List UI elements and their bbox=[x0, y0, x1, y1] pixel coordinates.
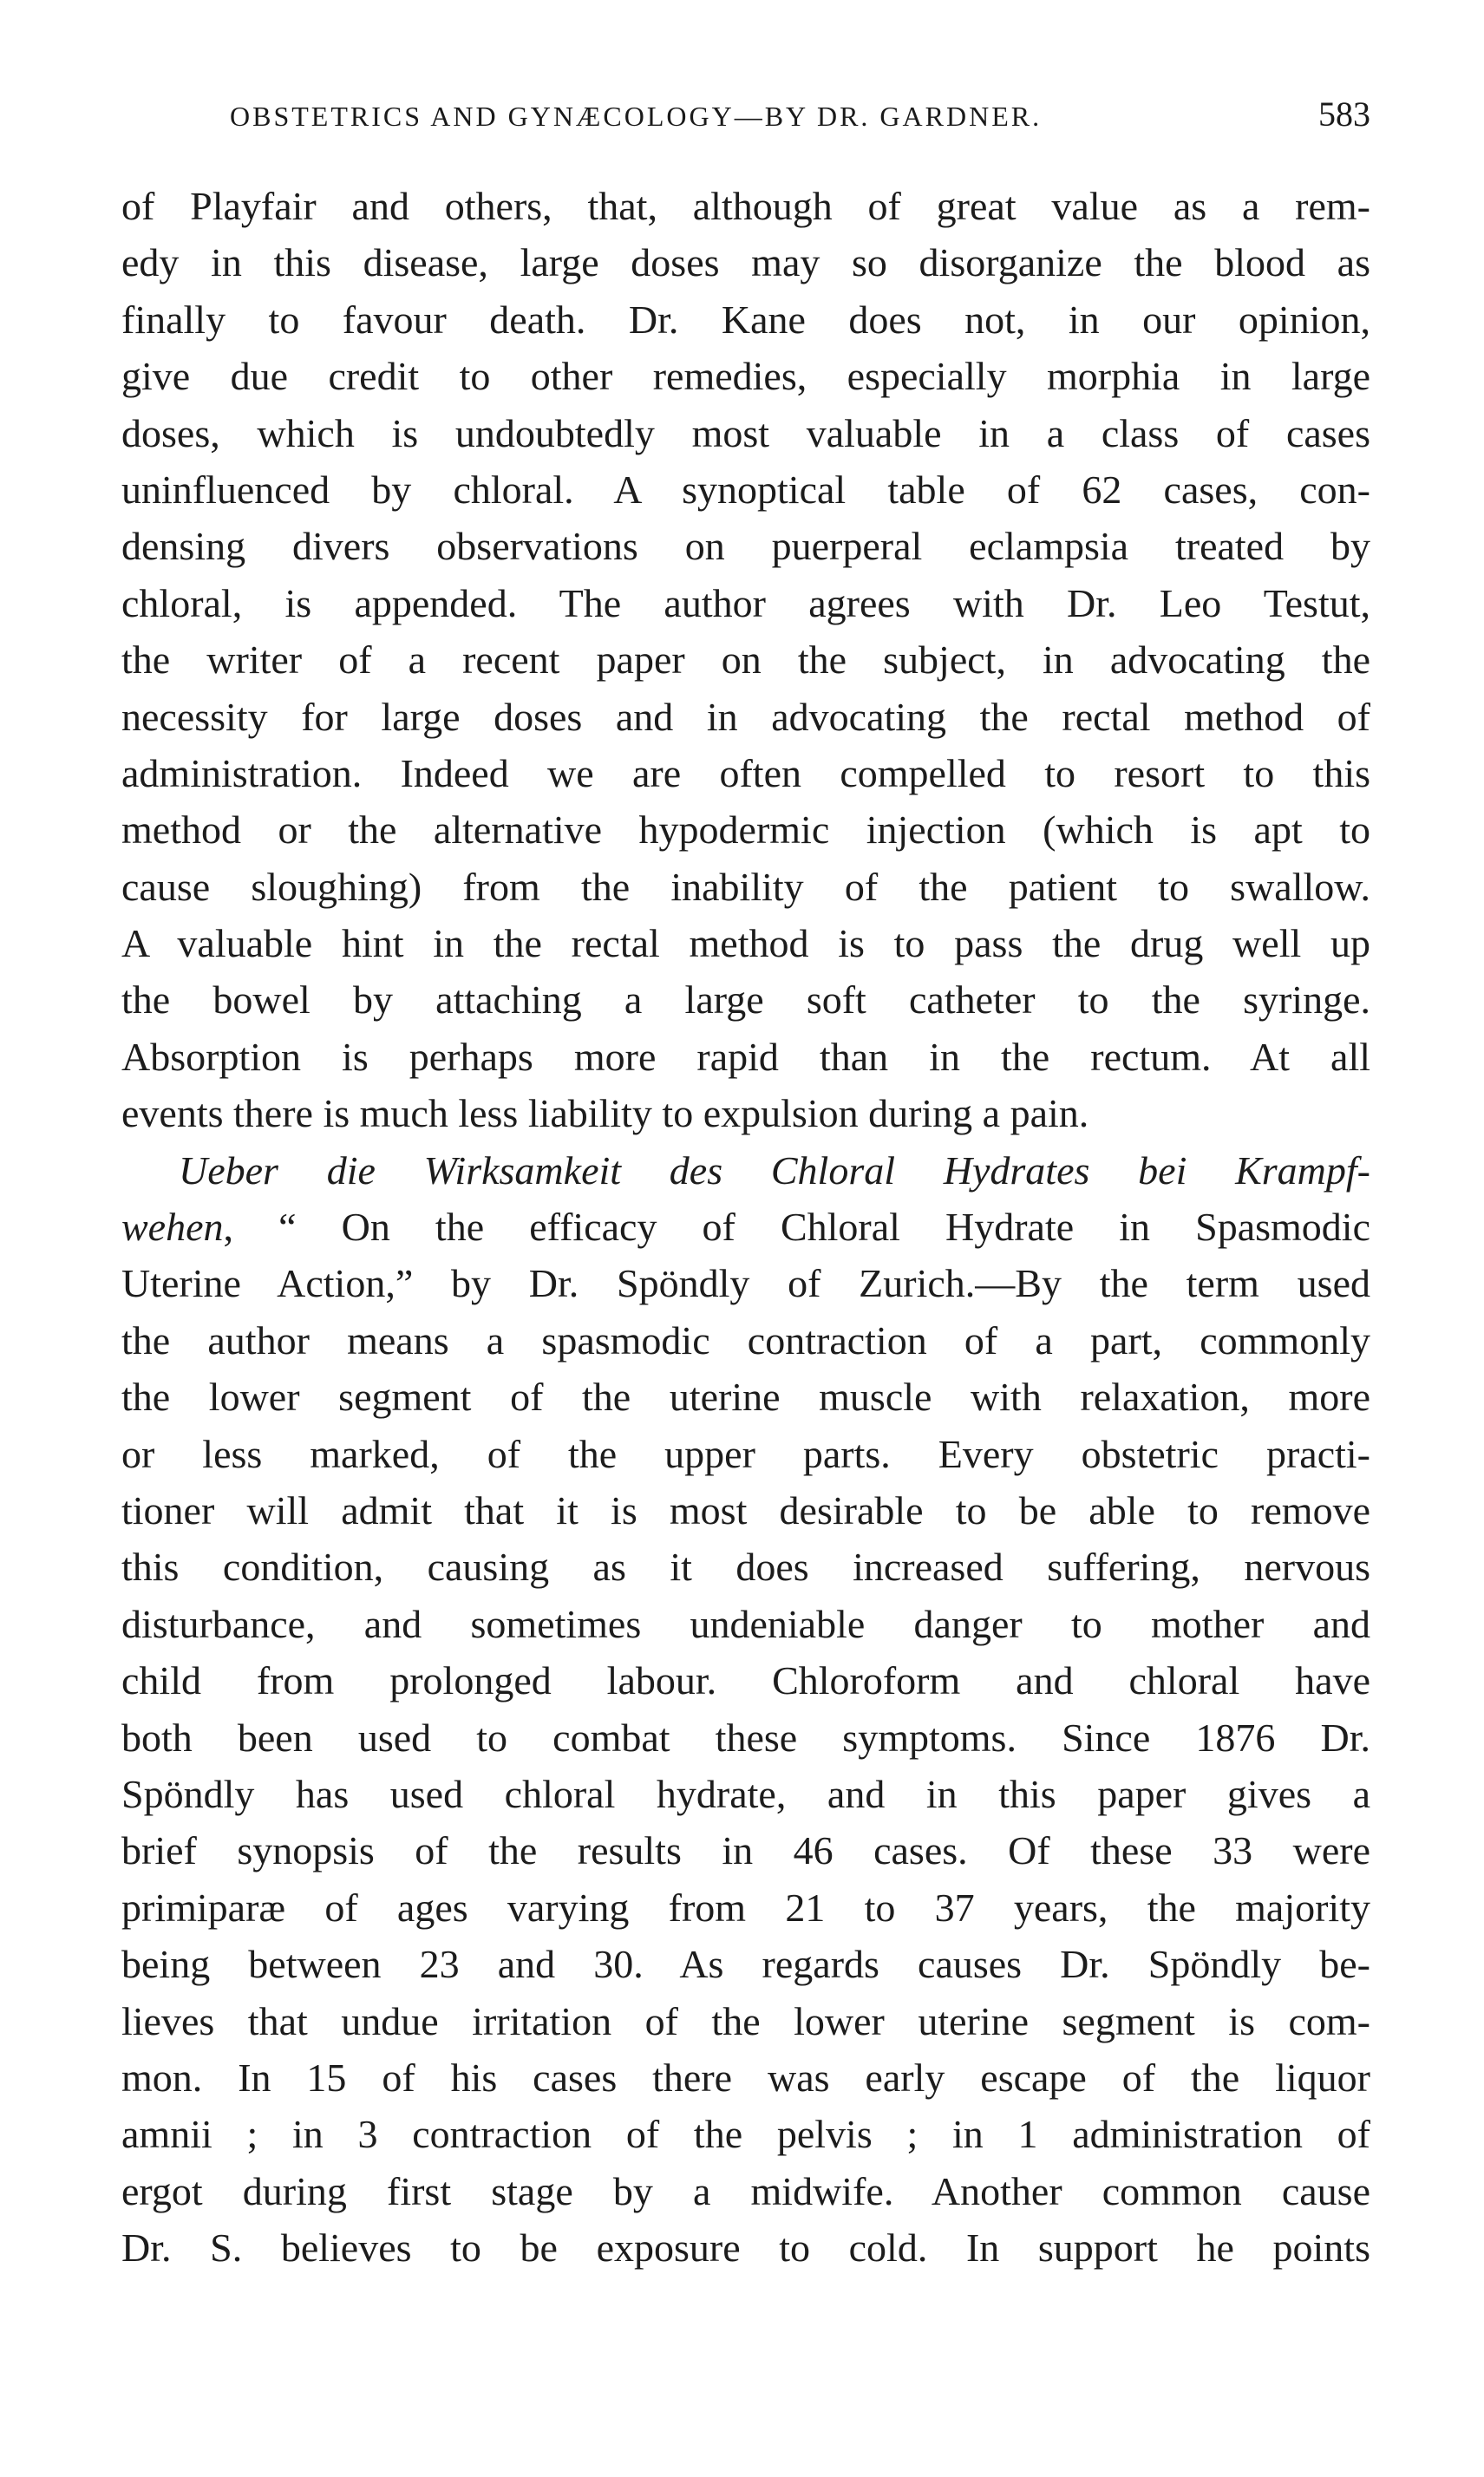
italic-title: wehen bbox=[121, 1205, 224, 1250]
line-text: densing divers observations on puerperal eclampsia treated by bbox=[121, 524, 1370, 569]
text-line bbox=[121, 1029, 1370, 1085]
text-line bbox=[121, 1936, 1370, 1992]
text-line bbox=[121, 2106, 1370, 2162]
text-line bbox=[121, 1596, 1370, 1652]
line-text: Dr. S. believes to be exposure to cold. In support he points bbox=[121, 2225, 1370, 2271]
line-text: primiparæ of ages varying from 21 to 37 years, the majority bbox=[121, 1885, 1370, 1930]
text-line bbox=[121, 1993, 1370, 2049]
line-text: A valuable hint in the rectal method is to pass the drug well up bbox=[121, 921, 1370, 966]
text-line bbox=[121, 2163, 1370, 2219]
text-line bbox=[121, 461, 1370, 518]
text-line bbox=[121, 575, 1370, 631]
text-line bbox=[121, 2049, 1370, 2106]
line-text: the author means a spasmodic contraction of a part, commonly bbox=[121, 1317, 1370, 1363]
text-line bbox=[121, 1199, 1370, 1255]
text-line bbox=[121, 1822, 1370, 1879]
line-text: , “ On the efficacy of Chloral Hydrate in Spasmodic bbox=[223, 1205, 1370, 1250]
line-text: amnii ; in 3 contraction of the pelvis ; in 1 administration of bbox=[121, 2112, 1370, 2157]
text-line bbox=[121, 1426, 1370, 1482]
text-line bbox=[121, 234, 1370, 291]
line-text: the writer of a recent paper on the subject, in advocating the bbox=[121, 637, 1370, 683]
text-line bbox=[121, 518, 1370, 574]
text-line bbox=[121, 1652, 1370, 1709]
line-text: both been used to combat these symptoms. Since 1876 Dr. bbox=[121, 1715, 1370, 1760]
line-text: of Playfair and others, that, although of great value as a rem- bbox=[121, 184, 1370, 228]
text-line bbox=[121, 1142, 1370, 1199]
text-line bbox=[121, 1085, 1370, 1141]
italic-title: Ueber die Wirksamkeit des Chloral Hydrates bei Krampf- bbox=[179, 1147, 1370, 1193]
body-text bbox=[121, 178, 1370, 2276]
line-text: ergot during first stage by a midwife. Another common cause bbox=[121, 2168, 1370, 2213]
line-text: disturbance, and sometimes undeniable danger to mother and bbox=[121, 1601, 1370, 1646]
line-text: finally to favour death. Dr. Kane does not, in our opinion, bbox=[121, 297, 1370, 342]
line-text: lieves that undue irritation of the lower uterine segment is com- bbox=[121, 1998, 1370, 2043]
line-text: necessity for large doses and in advocating the rectal method of bbox=[121, 694, 1370, 739]
text-line bbox=[121, 1709, 1370, 1766]
line-text: cause sloughing) from the inability of the patient to swallow. bbox=[121, 864, 1370, 909]
line-text: or less marked, of the upper parts. Every obstetric practi- bbox=[121, 1431, 1370, 1476]
text-line bbox=[121, 1766, 1370, 1822]
text-line bbox=[121, 1255, 1370, 1311]
text-line bbox=[121, 801, 1370, 858]
text-line bbox=[121, 1482, 1370, 1539]
text-line bbox=[121, 1539, 1370, 1595]
text-line bbox=[121, 971, 1370, 1028]
text-line bbox=[121, 405, 1370, 461]
text-line bbox=[121, 745, 1370, 801]
line-text: doses, which is undoubtedly most valuable in a class of cases bbox=[121, 410, 1370, 455]
line-text: Absorption is perhaps more rapid than in the rectum. At all bbox=[121, 1034, 1370, 1079]
line-text: chloral, is appended. The author agrees with Dr. Leo Testut, bbox=[121, 580, 1370, 625]
line-text: mon. In 15 of his cases there was early escape of the liquor bbox=[121, 2055, 1370, 2100]
line-text: child from prolonged labour. Chloroform and chloral have bbox=[121, 1658, 1370, 1703]
line-text: the lower segment of the uterine muscle with relaxation, more bbox=[121, 1375, 1370, 1420]
line-text: events there is much less liability to expulsion during a pain. bbox=[121, 1091, 1089, 1136]
line-text: being between 23 and 30. As regards causes Dr. Spöndly be- bbox=[121, 1942, 1370, 1987]
text-line bbox=[121, 1312, 1370, 1369]
text-line bbox=[121, 689, 1370, 745]
running-head: OBSTETRICS AND GYNÆCOLOGY—BY DR. GARDNER. bbox=[230, 101, 1043, 132]
page-header bbox=[121, 94, 1370, 137]
line-text: administration. Indeed we are often compelled to resort to this bbox=[121, 750, 1370, 795]
line-text: the bowel by attaching a large soft catheter to the syringe. bbox=[121, 977, 1370, 1023]
text-line bbox=[121, 1879, 1370, 1936]
line-text: Spöndly has used chloral hydrate, and in this paper gives a bbox=[121, 1771, 1370, 1816]
text-line bbox=[121, 915, 1370, 971]
line-text: uninfluenced by chloral. A synoptical table of 62 cases, con- bbox=[121, 467, 1370, 512]
line-text: Uterine Action,” by Dr. Spöndly of Zurich.—By the term used bbox=[121, 1261, 1370, 1306]
text-line bbox=[121, 178, 1370, 234]
line-text: brief synopsis of the results in 46 cases. Of these 33 were bbox=[121, 1828, 1370, 1873]
line-text: give due credit to other remedies, especially morphia in large bbox=[121, 354, 1370, 399]
line-text: method or the alternative hypodermic injection (which is apt to bbox=[121, 807, 1370, 853]
text-line bbox=[121, 291, 1370, 348]
text-line bbox=[121, 2219, 1370, 2276]
line-text: this condition, causing as it does increased suffering, nervous bbox=[121, 1545, 1370, 1590]
text-line bbox=[121, 859, 1370, 915]
text-line bbox=[121, 631, 1370, 688]
text-line bbox=[121, 1369, 1370, 1425]
page-number: 583 bbox=[1318, 95, 1370, 134]
line-text: tioner will admit that it is most desirable to be able to remove bbox=[121, 1487, 1370, 1533]
line-text: edy in this disease, large doses may so disorganize the blood as bbox=[121, 240, 1370, 285]
text-line bbox=[121, 348, 1370, 404]
